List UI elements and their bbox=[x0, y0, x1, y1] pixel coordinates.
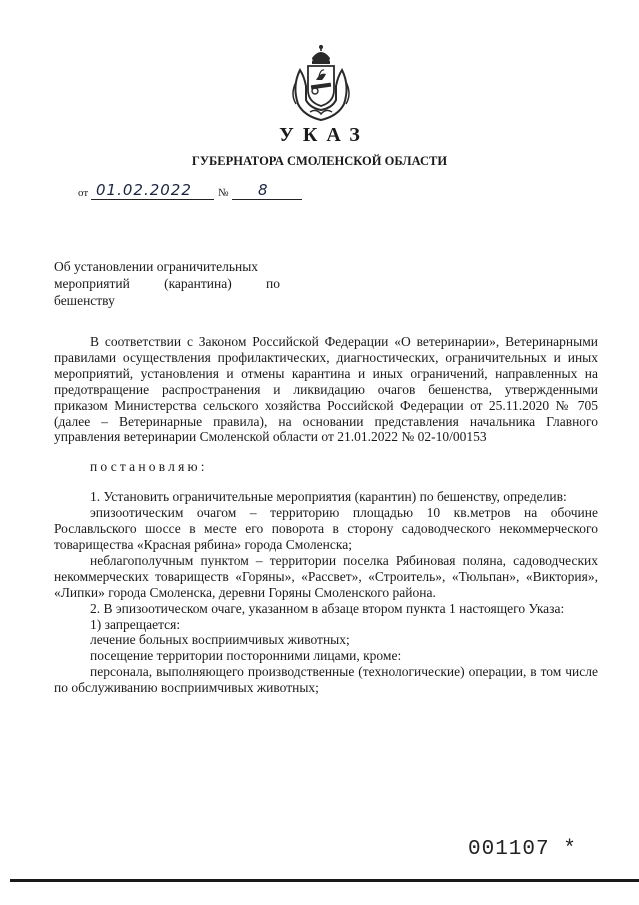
subject-word: мероприятий bbox=[54, 276, 130, 291]
date-number-line bbox=[78, 182, 308, 202]
body-paragraph: персонала, выполняющего производственные (технологические) операции, в том числе по обслуживанию восприимчивых животных; bbox=[54, 664, 598, 696]
body-paragraph: посещение территории посторонними лицами, кроме: bbox=[90, 648, 402, 664]
body-paragraph: неблагополучным пунктом – территории поселка Рябиновая поляна, садоводческих некоммерческих товариществ «Горяны», «Рассвет», «Строитель», «Тюльпан», «Виктория», «Липки» города Смоленска, деревни Горяны Смоленского района. bbox=[54, 552, 598, 600]
body-paragraph: 1) запрещается: bbox=[90, 616, 181, 632]
decree-subject bbox=[54, 258, 280, 309]
bottom-border-line bbox=[10, 879, 639, 882]
document-body bbox=[54, 334, 598, 696]
number-label: № bbox=[218, 187, 229, 199]
decree-word: постановляю: bbox=[90, 459, 208, 475]
smolensk-coat-of-arms-icon bbox=[286, 42, 356, 122]
document-subtitle: ГУБЕРНАТОРА СМОЛЕНСКОЙ ОБЛАСТИ bbox=[191, 154, 448, 168]
subject-word: (карантина) bbox=[164, 276, 232, 291]
subject-line-3: бешенству bbox=[54, 293, 115, 308]
date-from-label: от bbox=[78, 187, 89, 199]
body-paragraph: эпизоотическим очагом – территорию площадью 10 кв.метров на обочине Рославльского шоссе в месте его поворота в сторону садоводческого некоммерческого товарищества «Красная рябина» города Смоленска; bbox=[54, 505, 598, 552]
date-handwritten: 01.02.2022 bbox=[96, 181, 192, 199]
subject-line-1: Об установлении ограничительных bbox=[54, 259, 259, 274]
form-serial-number: 001107 * bbox=[468, 838, 577, 861]
subject-word: по bbox=[266, 276, 280, 291]
body-paragraph: 1. Установить ограничительные мероприятия (карантин) по бешенству, определив: bbox=[90, 489, 567, 505]
body-paragraph: лечение больных восприимчивых животных; bbox=[90, 632, 350, 648]
subject-line-2 bbox=[54, 275, 280, 292]
body-paragraph: 2. В эпизоотическом очаге, указанном в абзаце втором пункта 1 настоящего Указа: bbox=[90, 600, 565, 616]
number-handwritten: 8 bbox=[258, 181, 269, 199]
document-title: УКАЗ bbox=[279, 124, 369, 146]
preamble-paragraph: В соответствии с Законом Российской Федерации «О ветеринарии», Ветеринарными правилами осуществления профилактических, диагностических, ограничительных и иных мероприятий, установления и отмены карантина и иных ограничений, направленных на предотвращение распространения и ликвидацию очагов бешенства, утвержденными приказом Министерства сельского хозяйства Российской Федерации от 25.11.2020 № 705 (далее – Ветеринарные правила), на основании представления начальника Главного управления ветеринарии Смоленской области от 21.01.2022 № 02-10/00153 bbox=[54, 334, 598, 445]
